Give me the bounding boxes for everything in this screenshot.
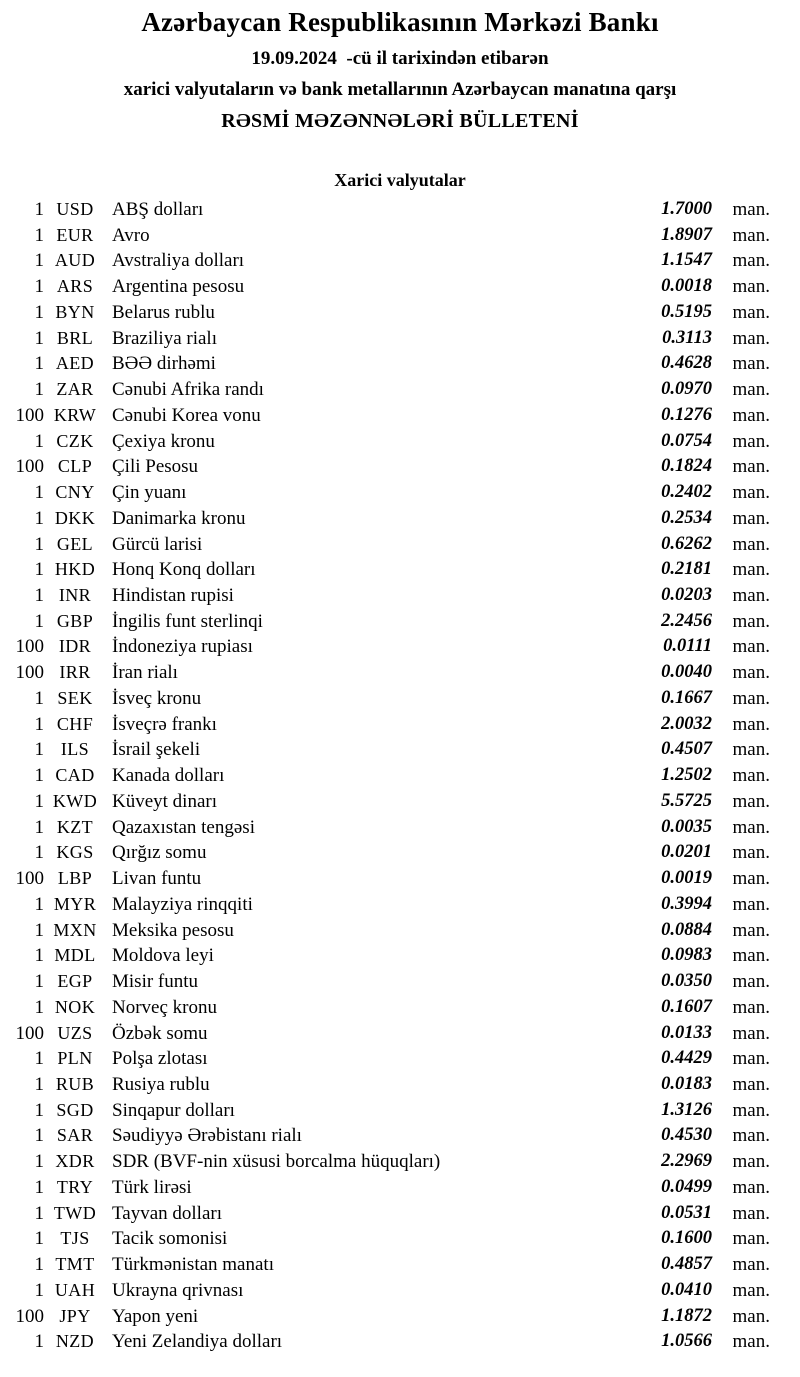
- quantity: 1: [34, 1202, 44, 1224]
- currency-name: Rusiya rublu: [112, 1073, 210, 1095]
- rate-value: 1.1547: [661, 250, 712, 271]
- currency-code: SEK: [57, 687, 93, 708]
- currency-code: RUB: [55, 1073, 95, 1094]
- currency-name: Çili Pesosu: [112, 456, 199, 478]
- quantity: 1: [34, 430, 44, 452]
- quantity: 1: [34, 1048, 44, 1070]
- rate-value: 0.1276: [661, 404, 712, 425]
- table-row: [0, 1123, 770, 1149]
- rate-unit: man.: [732, 868, 770, 890]
- table-row: [0, 634, 770, 660]
- table-row: [0, 1304, 770, 1330]
- currency-code: NZD: [55, 1331, 95, 1352]
- table-row: [0, 609, 770, 635]
- rate-value: 0.1824: [661, 456, 712, 477]
- rate-value: 0.1667: [661, 687, 712, 708]
- currency-code: GBP: [56, 610, 94, 631]
- quantity: 1: [34, 1099, 44, 1121]
- currency-name: Danimarka kronu: [112, 507, 246, 529]
- quantity: 1: [34, 327, 44, 349]
- rate-value: 0.0183: [661, 1073, 712, 1094]
- quantity: 1: [34, 1125, 44, 1147]
- table-row: [0, 223, 770, 249]
- table-row: [0, 660, 770, 686]
- rate-unit: man.: [732, 1305, 770, 1327]
- table-row: [0, 1252, 770, 1278]
- rate-value: 0.0019: [661, 868, 712, 889]
- table-row: [0, 300, 770, 326]
- rate-value: 0.3994: [661, 893, 712, 914]
- rate-unit: man.: [732, 816, 770, 838]
- rate-value: 0.4507: [661, 739, 712, 760]
- rate-unit: man.: [732, 1125, 770, 1147]
- rate-value: 0.0350: [661, 971, 712, 992]
- currency-name: Türk lirəsi: [112, 1176, 192, 1198]
- table-row: [0, 326, 770, 352]
- quantity: 1: [34, 1254, 44, 1276]
- currency-name: İsveç kronu: [112, 687, 202, 709]
- table-row: [0, 506, 770, 532]
- table-row: [0, 969, 770, 995]
- table-row: [0, 943, 770, 969]
- quantity: 100: [15, 1305, 44, 1327]
- currency-code: PLN: [57, 1048, 93, 1069]
- bank-title: Azərbaycan Respublikasının Mərkəzi Bankı: [141, 7, 659, 37]
- currency-name: Argentina pesosu: [112, 276, 245, 298]
- rate-value: 0.0410: [661, 1279, 712, 1300]
- table-row: [0, 532, 770, 558]
- table-row: [0, 686, 770, 712]
- quantity: 1: [34, 1073, 44, 1095]
- rate-unit: man.: [732, 1202, 770, 1224]
- rate-value: 0.4530: [661, 1125, 712, 1146]
- currency-name: Səudiyyə Ərəbistanı rialı: [112, 1125, 302, 1147]
- currency-name: Malayziya rinqqiti: [112, 893, 253, 915]
- table-row: [0, 583, 770, 609]
- quantity: 100: [15, 1022, 44, 1044]
- rate-value: 1.8907: [661, 224, 712, 245]
- currency-name: İsrail şekeli: [112, 739, 201, 761]
- currency-code: ARS: [56, 276, 94, 297]
- currency-code: DKK: [54, 507, 96, 528]
- quantity: 100: [15, 404, 44, 426]
- currency-name: Norveç kronu: [112, 996, 217, 1018]
- table-row: [0, 1046, 770, 1072]
- table-row: [0, 918, 770, 944]
- rate-value: 0.2181: [661, 559, 712, 580]
- currency-code: KRW: [53, 404, 97, 425]
- currency-name: Braziliya rialı: [112, 327, 217, 349]
- currency-name: Cənubi Afrika randı: [112, 379, 264, 401]
- rate-value: 0.0203: [661, 585, 712, 606]
- rate-unit: man.: [732, 559, 770, 581]
- quantity: 1: [34, 765, 44, 787]
- currency-code: TWD: [53, 1202, 97, 1223]
- table-row: [0, 1021, 770, 1047]
- rate-value: 0.0754: [661, 430, 712, 451]
- rate-unit: man.: [732, 276, 770, 298]
- table-row: [0, 403, 770, 429]
- quantity: 1: [34, 971, 44, 993]
- quantity: 1: [34, 1151, 44, 1173]
- currency-name: Ukrayna qrivnası: [112, 1279, 244, 1301]
- currency-name: Çexiya kronu: [112, 430, 215, 452]
- rate-value: 1.0566: [661, 1331, 712, 1352]
- rate-unit: man.: [732, 971, 770, 993]
- quantity: 100: [15, 868, 44, 890]
- rate-unit: man.: [732, 456, 770, 478]
- currency-code: BRL: [56, 327, 94, 348]
- rate-value: 0.0983: [661, 945, 712, 966]
- rate-unit: man.: [732, 765, 770, 787]
- table-row: [0, 1278, 770, 1304]
- rate-value: 0.0111: [663, 636, 712, 657]
- currency-code: INR: [58, 585, 92, 606]
- table-row: [0, 454, 770, 480]
- currency-name: Tayvan dolları: [112, 1202, 222, 1224]
- rate-value: 0.4628: [661, 353, 712, 374]
- table-row: [0, 557, 770, 583]
- rate-unit: man.: [732, 1176, 770, 1198]
- currency-name: Türkmənistan manatı: [112, 1254, 274, 1276]
- rate-unit: man.: [732, 662, 770, 684]
- rate-unit: man.: [732, 250, 770, 272]
- currency-name: Sinqapur dolları: [112, 1099, 235, 1121]
- rate-value: 0.0018: [661, 276, 712, 297]
- rate-unit: man.: [732, 842, 770, 864]
- rate-value: 5.5725: [661, 790, 712, 811]
- table-row: [0, 995, 770, 1021]
- currency-name: Küveyt dinarı: [112, 790, 218, 812]
- quantity: 1: [34, 224, 44, 246]
- currency-name: SDR (BVF-nin xüsusi borcalma hüquqları): [112, 1151, 441, 1173]
- rate-value: 0.6262: [661, 533, 712, 554]
- currency-name: İran rialı: [112, 662, 178, 684]
- currency-name: Avstraliya dolları: [112, 250, 245, 272]
- rate-unit: man.: [732, 893, 770, 915]
- rate-unit: man.: [732, 1022, 770, 1044]
- currency-code: TJS: [60, 1228, 90, 1249]
- table-row: [0, 712, 770, 738]
- rate-unit: man.: [732, 739, 770, 761]
- rate-unit: man.: [732, 1099, 770, 1121]
- currency-code: EUR: [56, 224, 94, 245]
- table-row: [0, 763, 770, 789]
- table-row: [0, 351, 770, 377]
- table-row: [0, 274, 770, 300]
- currency-code: NOK: [54, 996, 96, 1017]
- effective-date-line: 19.09.2024 -cü il tarixindən etibarən: [251, 48, 549, 69]
- rate-value: 2.2969: [661, 1151, 712, 1172]
- scope-line: xarici valyutaların və bank metallarının Azərbaycan manatına qarşı: [123, 79, 677, 100]
- rate-unit: man.: [732, 224, 770, 246]
- quantity: 1: [34, 533, 44, 555]
- rate-unit: man.: [732, 1151, 770, 1173]
- rate-unit: man.: [732, 1073, 770, 1095]
- rate-unit: man.: [732, 585, 770, 607]
- rate-value: 0.0133: [661, 1022, 712, 1043]
- currency-name: Hindistan rupisi: [112, 585, 234, 607]
- currency-code: UZS: [57, 1022, 93, 1043]
- currency-code: CZK: [56, 430, 94, 451]
- rate-value: 1.1872: [661, 1305, 712, 1326]
- table-row: [0, 1149, 770, 1175]
- currency-name: Moldova leyi: [112, 945, 214, 967]
- bulletin-title: RƏSMİ MƏZƏNNƏLƏRİ BÜLLETENİ: [221, 110, 579, 132]
- rate-unit: man.: [732, 1331, 770, 1353]
- rate-unit: man.: [732, 353, 770, 375]
- table-row: [0, 737, 770, 763]
- quantity: 1: [34, 1228, 44, 1250]
- currency-code: USD: [56, 199, 94, 219]
- table-row: [0, 892, 770, 918]
- quantity: 1: [34, 816, 44, 838]
- quantity: 1: [34, 1176, 44, 1198]
- quantity: 1: [34, 379, 44, 401]
- quantity: 1: [34, 507, 44, 529]
- currency-name: Qırğız somu: [112, 842, 207, 864]
- quantity: 1: [34, 353, 44, 375]
- currency-name: ABŞ dolları: [112, 199, 204, 220]
- rate-unit: man.: [732, 379, 770, 401]
- rate-unit: man.: [732, 945, 770, 967]
- rate-value: 0.4857: [661, 1254, 712, 1275]
- currency-name: Gürcü larisi: [112, 533, 203, 555]
- table-row: [0, 1201, 770, 1227]
- rate-value: 0.4429: [661, 1048, 712, 1069]
- quantity: 1: [34, 199, 44, 220]
- currency-code: SGD: [56, 1099, 94, 1120]
- quantity: 1: [34, 585, 44, 607]
- currency-code: TMT: [55, 1254, 95, 1275]
- currency-code: CLP: [57, 456, 93, 477]
- currency-name: BƏƏ dirhəmi: [112, 353, 216, 375]
- rate-unit: man.: [732, 327, 770, 349]
- rate-value: 0.0970: [661, 379, 712, 400]
- quantity: 1: [34, 610, 44, 632]
- quantity: 1: [34, 739, 44, 761]
- currency-code: CHF: [56, 713, 94, 734]
- quantity: 100: [15, 662, 44, 684]
- table-row: [0, 1072, 770, 1098]
- rate-value: 2.2456: [661, 610, 712, 631]
- table-row: [0, 429, 770, 455]
- quantity: 100: [15, 456, 44, 478]
- rate-value: 0.0201: [661, 842, 712, 863]
- quantity: 1: [34, 250, 44, 272]
- rate-unit: man.: [732, 790, 770, 812]
- currency-code: JPY: [59, 1305, 91, 1326]
- currency-code: CNY: [55, 482, 95, 503]
- currency-name: Yeni Zelandiya dolları: [112, 1331, 283, 1353]
- currency-code: HKD: [54, 559, 96, 580]
- currency-code: BYN: [55, 301, 95, 322]
- quantity: 1: [34, 893, 44, 915]
- quantity: 1: [34, 1279, 44, 1301]
- currency-code: LBP: [57, 868, 93, 889]
- rate-value: 1.3126: [661, 1099, 712, 1120]
- rate-unit: man.: [732, 1279, 770, 1301]
- quantity: 1: [34, 713, 44, 735]
- rate-value: 0.0531: [661, 1202, 712, 1223]
- currency-code: XDR: [55, 1151, 95, 1172]
- rate-unit: man.: [732, 636, 770, 658]
- rate-value: 0.1607: [661, 996, 712, 1017]
- currency-code: UAH: [54, 1279, 96, 1300]
- currency-name: Cənubi Korea vonu: [112, 404, 261, 426]
- rate-unit: man.: [732, 687, 770, 709]
- quantity: 1: [34, 301, 44, 323]
- currency-code: AUD: [54, 250, 96, 271]
- rate-value: 0.0035: [661, 816, 712, 837]
- rate-unit: man.: [732, 1048, 770, 1070]
- quantity: 1: [34, 559, 44, 581]
- rate-unit: man.: [732, 199, 770, 220]
- rates-table: [0, 197, 800, 1355]
- rate-unit: man.: [732, 1228, 770, 1250]
- quantity: 1: [34, 919, 44, 941]
- section-title-foreign-currencies: Xarici valyutalar: [334, 170, 466, 190]
- currency-name: İndoneziya rupiası: [112, 636, 253, 658]
- currency-name: Livan funtu: [112, 868, 202, 890]
- currency-code: TRY: [56, 1176, 94, 1197]
- table-row: [0, 1329, 770, 1355]
- currency-code: SAR: [56, 1125, 94, 1146]
- rate-value: 0.2534: [661, 507, 712, 528]
- currency-code: CAD: [55, 765, 95, 786]
- rate-unit: man.: [732, 507, 770, 529]
- currency-code: GEL: [56, 533, 94, 554]
- rate-unit: man.: [732, 919, 770, 941]
- currency-name: Polşa zlotası: [112, 1048, 208, 1070]
- table-row: [0, 248, 770, 274]
- rate-unit: man.: [732, 610, 770, 632]
- table-row: [0, 1098, 770, 1124]
- currency-code: IRR: [59, 662, 91, 683]
- table-row: [0, 480, 770, 506]
- table-row: [0, 815, 770, 841]
- currency-name: Yapon yeni: [112, 1305, 199, 1327]
- rate-unit: man.: [732, 1254, 770, 1276]
- rate-value: 2.0032: [661, 713, 712, 734]
- table-row: [0, 197, 770, 223]
- quantity: 1: [34, 482, 44, 504]
- currency-code: KGS: [56, 842, 94, 863]
- table-row: [0, 1175, 770, 1201]
- currency-name: Honq Konq dolları: [112, 559, 256, 581]
- quantity: 1: [34, 790, 44, 812]
- currency-name: Özbək somu: [112, 1022, 208, 1044]
- currency-code: AED: [55, 353, 95, 374]
- rate-value: 0.3113: [662, 327, 712, 348]
- rate-value: 0.5195: [661, 301, 712, 322]
- quantity: 100: [15, 636, 44, 658]
- quantity: 1: [34, 842, 44, 864]
- rate-unit: man.: [732, 482, 770, 504]
- rate-value: 0.0040: [661, 662, 712, 683]
- currency-name: Avro: [112, 224, 150, 246]
- rate-value: 0.0499: [661, 1176, 712, 1197]
- rate-unit: man.: [732, 301, 770, 323]
- rate-value: 1.2502: [661, 765, 712, 786]
- rate-value: 1.7000: [661, 199, 712, 219]
- table-row: [0, 1226, 770, 1252]
- rate-value: 0.0884: [661, 919, 712, 940]
- quantity: 1: [34, 996, 44, 1018]
- currency-name: İngilis funt sterlinqi: [112, 610, 263, 632]
- currency-code: MDL: [54, 945, 96, 966]
- quantity: 1: [34, 1331, 44, 1353]
- quantity: 1: [34, 687, 44, 709]
- rate-value: 0.1600: [661, 1228, 712, 1249]
- currency-name: Belarus rublu: [112, 301, 215, 323]
- currency-name: Meksika pesosu: [112, 919, 234, 941]
- currency-code: MXN: [53, 919, 97, 940]
- currency-code: MYR: [53, 893, 97, 914]
- rate-unit: man.: [732, 996, 770, 1018]
- rate-unit: man.: [732, 430, 770, 452]
- currency-name: Qazaxıstan tengəsi: [112, 816, 255, 838]
- currency-code: KZT: [56, 816, 94, 837]
- quantity: 1: [34, 945, 44, 967]
- currency-name: İsveçrə frankı: [112, 713, 217, 735]
- currency-name: Çin yuanı: [112, 482, 187, 504]
- currency-code: EGP: [57, 971, 93, 992]
- currency-name: Kanada dolları: [112, 765, 225, 787]
- rate-value: 0.2402: [661, 482, 712, 503]
- rate-unit: man.: [732, 533, 770, 555]
- currency-code: ZAR: [56, 379, 94, 400]
- rate-unit: man.: [732, 404, 770, 426]
- table-row: [0, 866, 770, 892]
- currency-code: IDR: [58, 636, 92, 657]
- quantity: 1: [34, 276, 44, 298]
- table-row: [0, 840, 770, 866]
- currency-name: Misir funtu: [112, 971, 199, 993]
- currency-code: ILS: [60, 739, 90, 760]
- currency-name: Tacik somonisi: [112, 1228, 228, 1250]
- table-row: [0, 377, 770, 403]
- currency-code: KWD: [52, 790, 98, 811]
- rate-unit: man.: [732, 713, 770, 735]
- table-row: [0, 789, 770, 815]
